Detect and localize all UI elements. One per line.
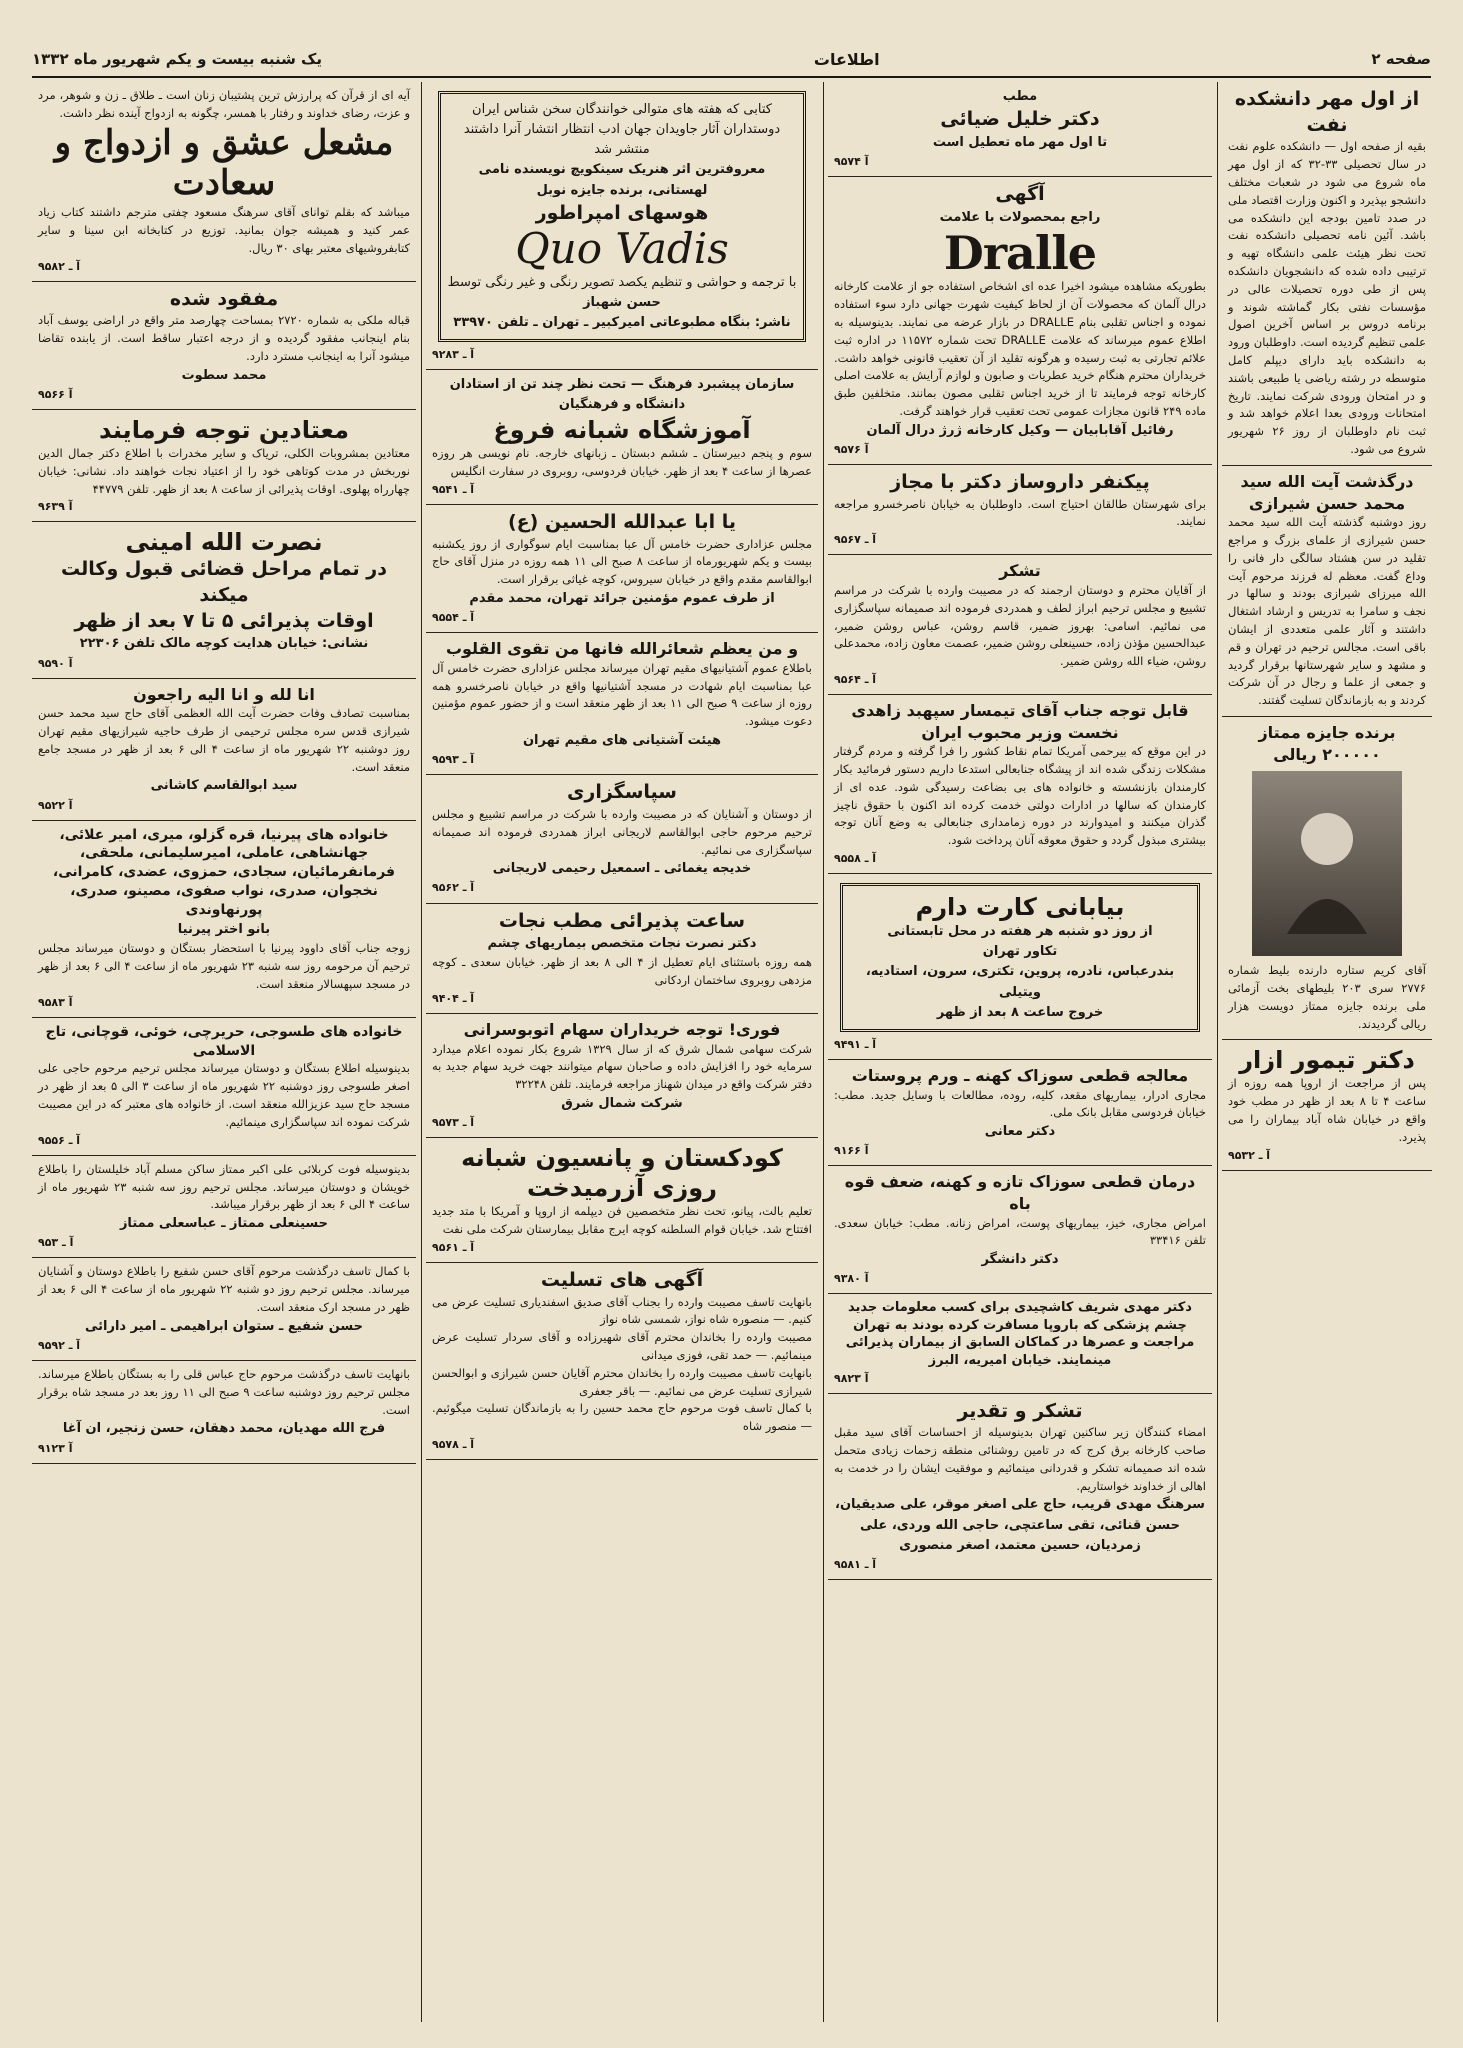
addiction-title: معتادین توجه فرمایند [99, 415, 349, 444]
bus-service-ad [828, 874, 1212, 1060]
bus-shares-sign: شرکت شمال شرق [561, 1096, 683, 1111]
tasuji-title: خانواده های طسوجی، حریرچی، خوئی، قوچانی، تاج الاسلامی [45, 1023, 403, 1059]
nejat-clinic-sub: دکتر نصرت نجات متخصص بیماریهای چشم [487, 936, 757, 952]
nejat-clinic-ad [426, 904, 818, 1014]
oil-school-body: بقیه از صفحه اول — دانشکده علوم نفت در سال تحصیلی ۳۳-۳۲ که از اول مهر ماه شروع می شود در شعبات مختلف دانشجو بپذیرد و اکنون وزارت اقتصاد ملی در صدد تامین بودجه این دانشکده می باشد. آئین نامه تحصیلی دانشکده نفت تحت نظر هیئت علمی دانشگاه تهیه و ترتیبی داده شده که دانشجویان دانشکده پس از طی دوره تحصیلات عالی در مؤسسات نفتی بکار گماشته شوند و برنامه دروس بر اساس آخرین اصول علمی تنظیم گردیده است. داوطلبان ورود به دانشکده باید دارای دیپلم کامل متوسطه در رشته ریاضی یا طبیعی باشند و در امتحان ورودی شرکت نمایند. تاریخ امتحانات ورودی بعدا اعلام خواهد شد و ثبت نام داوطلبان از روز ۲۶ شهریور شروع می شود. [1228, 139, 1426, 457]
gratitude-code: آ ـ ۹۵۶۲ [432, 881, 475, 895]
oil-school-title: از اول مهر دانشکده نفت [1234, 88, 1420, 136]
dralle-notice-title: آگهی [995, 182, 1045, 205]
doctor-teymour-body: پس از مراجعت از اروپا همه روزه از ساعت ۴ تا ۸ بعد از ظهر در مطب خود واقع در خیابان شاه آباد بیماران را می پذیرد. [1228, 1076, 1427, 1144]
condolence-section [426, 1263, 818, 1460]
nejat-clinic-body: همه روزه باستثنای ایام تعطیل از ۴ الی ۸ بعد از ظهر. خیابان سعدی ـ کوچه مزدهی روبروی ساختمان اردکانی [432, 955, 812, 988]
abbasqoli-notice [32, 1361, 416, 1464]
eye-doctor-body: دکتر مهدی شریف کاشچیدی برای کسب معلومات جدید چشم پزشکی که باروپا مسافرت کرده بودند به تهران مراجعت و عصرها در کماکان السابق از بیماران پذیرائی مینمایند. خیابان امیریه، البرز [845, 1300, 1195, 1368]
doctor-maani-sign: دکتر معانی [984, 1124, 1056, 1140]
memorial-kashani-sign: سید ابوالقاسم کاشانی [150, 778, 298, 794]
nejat-clinic-code: آ ـ ۹۴۰۴ [432, 991, 475, 1005]
addiction-code: آ ۹۶۳۹ [38, 500, 73, 514]
doctor-teymour-ad [1222, 1040, 1432, 1170]
doctor-daneshgar-body: امراض مجاری، خیز، بیماریهای پوست، امراض زنانه. مطب: خیابان سعدی. تلفن ۳۳۴۱۶ [834, 1215, 1206, 1248]
lawyer-code: آ ۹۵۹۰ [38, 656, 73, 670]
column-divider [823, 82, 824, 2022]
quo-vadis-ad [426, 82, 818, 370]
ashtiani-body: باطلاع عموم آشتیانیهای مقیم تهران میرساند مجلس عزاداری حضرت خامس آل عبا بمناسبت ایام شهادت در مسجد آشتیانیها واقع در خیابان ناصرخسرو همه روزه از ساعت ۹ صبح الی ۱۱ بعد از ظهر منعقد است و از حضور عموم مؤمنین دعوت میشود. [432, 660, 812, 729]
pirnia-code: آ ۹۵۸۳ [38, 995, 73, 1009]
bus-shares-ad [426, 1014, 818, 1138]
doctor-teymour-code: آ ـ ۹۵۳۲ [1228, 1148, 1271, 1162]
pharmacist-title: پیکنفر داروساز دکتر با مجاز [890, 471, 1150, 494]
bus-service-line1: از روز دو شنبه هر هفته در محل تابستانی [887, 924, 1153, 940]
pirnia-sign: بانو اختر پیرنیا [177, 922, 271, 938]
memorial-kashani-ad [32, 679, 416, 821]
bus-shares-code: آ ـ ۹۵۷۳ [432, 1116, 475, 1130]
memorial-kashani-title: انا لله و انا الیه راجعون [133, 684, 315, 704]
addiction-body: معتادین بمشروبات الکلی، تریاک و سایر مخدرات با اطلاع دکتر جمال الدین نوربخش در مدت کوتاهی خود را از اعتیاد نجات خواهند داد. نشانی: خیابان چهارراه پهلوی. اوقات پذیرائی از ساعت ۸ بعد از ظهر. تلفن ۴۴۷۷۹ [38, 445, 410, 496]
obituary-article [1222, 466, 1432, 717]
ashtiani-mourning-ad [426, 633, 818, 775]
column-left [32, 82, 416, 2022]
lost-deed-ad [32, 282, 416, 410]
quo-vadis-trans: با ترجمه و حواشی و تنظیم یکصد تصویر رنگی و غیر رنگی توسط [447, 274, 797, 290]
paper-name: اطلاعات [813, 49, 880, 69]
clinic-code: آ ۹۵۷۴ [834, 154, 869, 168]
mourning-hussein-title: یا ابا عبدالله الحسین (ع) [507, 510, 737, 533]
doctor-maani-ad [828, 1060, 1212, 1166]
pirnia-families-ad [32, 821, 416, 1018]
clinic-label: مطب [1002, 89, 1038, 104]
ashtiani-sign: هیئت آشتیانی های مقیم تهران [522, 733, 722, 749]
column-center-right [828, 82, 1212, 2022]
mourning-hussein-ad [426, 505, 818, 633]
column-divider [421, 82, 422, 2022]
doctor-daneshgar-title: درمان قطعی سوزاک تازه و کهنه، ضعف قوه باه [844, 1172, 1196, 1213]
night-school-top: سازمان پیشبرد فرهنگ — تحت نظر چند تن از استادان دانشگاه و فرهنگیان [449, 377, 795, 413]
lottery-body: آقای کریم ستاره دارنده بلیط شماره ۲۷۷۶ سری ۲۰۳ بلیطهای بخت آزمائی ملی برنده جایزه ممتاز دویست هزار ریالی گردیدند. [1228, 963, 1426, 1031]
quo-vadis-code: آ ـ ۹۲۸۳ [432, 347, 475, 361]
lost-deed-body: قباله ملکی به شماره ۲۷۲۰ بمساحت چهارصد متر واقع در اراضی یوسف آباد بنام اینجانب مفقود گردیده و از درجه اعتبار ساقط است. از یابنده تقاضا میشود آنرا به اینجانب مسترد دارد. [38, 313, 410, 363]
ashtiani-title: و من یعظم شعائرالله فانها من تقوی القلوب [445, 639, 799, 659]
clinic-doctor-name: دکتر خلیل ضیائی [940, 108, 1100, 131]
night-school-title: آموزشگاه شبانه فروغ [493, 416, 751, 445]
clinic-closed-line: تا اول مهر ماه تعطیل است [932, 134, 1108, 150]
addiction-ad [32, 410, 416, 522]
mumtaz-notice [32, 1156, 416, 1259]
lost-deed-title: مفقود شده [169, 287, 279, 310]
oil-school-article [1222, 82, 1432, 466]
pirnia-families-title: خانواده های پیرنیا، قره گزلو، میری، امیر علائی، جهانشاهی، عاملی، امیرسلیمانی، ملحقی، فرمانفرمائیان، سجادی، حمزوی، عضدی، کامرانی، نخجوان، صدری، نواب صفوی، مصینو، صدری، پورنهاوندی [52, 826, 396, 919]
condolence-item: بانهایت تاسف مصیبت وارده را بخاندان محترم آقایان حسن شیرازی و ابوالحسن شیرازی تسلیت عرض می نمائیم. — باقر جعفری [432, 1365, 812, 1398]
tasuji-body: بدینوسیله اطلاع بستگان و دوستان میرساند مجلس ترحیم مرحوم حاجی علی اصغر طسوجی روز دوشنبه ۲۲ شهریور ماه از ساعت ۳ الی ۵ بعد از ظهر در مسجد حاج سید عزیزالله منعقد است. از خانواده های معتبر که در این مصیبت شرکت نموده اند سپاسگزاری مینمائیم. [38, 1061, 410, 1129]
lost-deed-sign: محمد سطوت [181, 367, 267, 383]
eye-doctor-code: آ ۹۸۲۳ [834, 1371, 869, 1385]
kindergarten-title: کودکستان و پانسیون شبانه روزی آزرمیدخت [461, 1144, 783, 1203]
quo-vadis-translator: حسن شهباز [583, 294, 661, 310]
doctor-maani-title: معالجه قطعی سوزاک کهنه ـ ورم پروستات [851, 1065, 1189, 1085]
thanks-body: از آقایان محترم و دوستان ارجمند که در مصیبت وارده با شرکت در مراسم تشییع و مجلس ترحیم ابراز لطف و همدردی فرموده اند صمیمانه سپاسگزاری می نمائیم. اسامی: بهروز ضمیر، قاسم روشن، عباس روشن ضمیر، عبدالحسین مؤذن زاده، حسینعلی روشن ضمیر، عصمت معاون زاده، محمدعلی روشن، ضیاء الله روشن ضمیر. [834, 582, 1206, 669]
doctor-teymour-title: دکتر تیمور ازار [1239, 1046, 1415, 1075]
kindergarten-ad [426, 1138, 818, 1263]
quo-vadis-title: هوسهای امپراطور [535, 201, 709, 224]
doctor-daneshgar-code: آ ۹۳۸۰ [834, 1272, 869, 1286]
quo-vadis-publisher: ناشر: بنگاه مطبوعاتی امیرکبیر ـ تهران ـ تلفن ۳۳۹۷۰ [453, 314, 791, 330]
gratitude-sign: خدیجه یغمائی ـ اسمعیل رحیمی لاریجانی [492, 861, 752, 877]
ashtiani-code: آ ـ ۹۵۹۳ [432, 753, 475, 767]
book-ad [32, 82, 416, 282]
clinic-closed-ad [828, 82, 1212, 177]
mourning-hussein-code: آ ـ ۹۵۵۴ [432, 611, 475, 625]
page-number: صفحه ۲ [1371, 50, 1431, 68]
obituary-title: درگذشت آیت الله سید محمد حسن شیرازی [1240, 471, 1414, 513]
shafi-code: آ ـ ۹۵۹۲ [38, 1338, 81, 1352]
book-body: میباشد که بقلم توانای آقای سرهنگ مسعود چفتی مترجم داشتند کتاب زیاد عمر کنید و همیشه جوان بمانید. توزیع در کتابخانه ابن سینا و سایر کتابفروشیهای معتبر بهای ۳۰ ریال. [38, 205, 410, 255]
bus-shares-title: فوری! توجه خریداران سهام اتوبوسرانی [463, 1019, 781, 1039]
condolence-code: آ ـ ۹۵۷۸ [432, 1438, 475, 1451]
shafi-notice [32, 1258, 416, 1361]
tasuji-families-ad [32, 1018, 416, 1156]
open-letter-title: قابل توجه جناب آقای تیمسار سپهبد زاهدی نخست وزیر محبوب ایران [851, 701, 1189, 742]
open-letter-code: آ ـ ۹۵۵۸ [834, 852, 877, 866]
lost-deed-code: آ ۹۵۶۶ [38, 387, 73, 401]
condolence-item: مصیبت وارده را بخاندان محترم آقای شهیرزاده و آقای سردار تسلیت عرض مینمائیم. — حمد تقی، فوزی میدانی [432, 1330, 812, 1362]
doctor-daneshgar-sign: دکتر دانشگر [981, 1252, 1059, 1268]
book-title: مشعل عشق و ازدواج و سعادت [54, 122, 394, 204]
dralle-notice-sign: رفائیل آقابابیان — وکیل کارخانه ژرژ درال آلمان [866, 422, 1174, 438]
dralle-logo: Dralle [943, 225, 1097, 280]
doctor-daneshgar-ad [828, 1166, 1212, 1294]
lottery-winner-ad [1222, 717, 1432, 1040]
mourning-hussein-body: مجلس عزاداری حضرت خامس آل عبا بمناسبت ایام سوگواری از روز یکشنبه بیست و یکم شهریورماه از ساعت ۸ صبح الی ۱۱ همه روزه در منزل آقای حاج ابوالقاسم مقدم واقع در خیابان سیروس، کوچه غیاثی برقرار است. [432, 536, 812, 587]
memorial-kashani-code: آ ۹۵۲۲ [38, 798, 73, 812]
lawyer-line3: نشانی: خیابان هدایت کوچه مالک تلفن ۲۲۳۰۶ [79, 636, 369, 652]
gratitude-title: سپاسگزاری [567, 781, 677, 804]
dralle-notice-body: بطوریکه مشاهده میشود اخیرا عده ای اشخاص استفاده جو از علامت کارخانه درال آلمان که محصولات آن از لحاظ کیفیت شهرت جهانی دارد سوء استفاده نموده و اجناس تقلبی بنام DRALLE در بازار عرضه می نمایند. بدینوسیله به اطلاع عموم میرساند که علامت DRALLE تحت شماره ۱۱۵۷۲ در اداره ثبت علائم تجارتی به ثبت رسیده و هرگونه تقلید از آن تعقیب قانونی خواهد داشت. خریداران محترم هنگام خرید عطریات و صابون و لوازم آرایش به علامت اصلی کارخانه توجه فرمایند تا از خرید اجناس تقلبی مصون بمانند. متخلفین طبق ماده ۲۴۹ قانون مجازات عمومی تحت تعقیب قرار خواهند گرفت. [834, 279, 1206, 419]
bus-service-line4: خروج ساعت ۸ بعد از ظهر [936, 1004, 1104, 1020]
date-line: یک شنبه بیست و یکم شهریور ماه ۱۳۳۲ [32, 50, 323, 68]
night-school-ad [426, 370, 818, 505]
shafi-body: با کمال تاسف درگذشت مرحوم آقای حسن شفیع را باطلاع دوستان و آشنایان میرساند. مجلس ترحیم روز دو شنبه ۲۲ شهریور ماه از ساعت ۴ الی ۶ بعد از ظهر در مسجد ارک منعقد است. [38, 1264, 410, 1314]
bus-service-line2: تکاور تهران [982, 944, 1058, 960]
appreciation-ad [828, 1394, 1212, 1580]
quo-vadis-latin: Quo Vadis [515, 224, 729, 274]
bus-shares-body: شرکت سهامی شمال شرق که از سال ۱۳۲۹ شروع بکار نموده اعلام میدارد سرمایه خود را افزایش داده و صاحبان سهام میتوانند جهت خرید سهام جدید به دفتر شرکت واقع در میدان شهناز مراجعه فرمایند. تلفن ۳۲۲۴۸ [432, 1041, 812, 1092]
lawyer-line1: در تمام مراحل قضائی قبول وکالت میکند [61, 558, 387, 607]
appreciation-sign: سرهنگ مهدی قریب، حاج علی اصغر موقر، علی صدیقیان، حسن قنائی، تقی ساعتچی، حاجی الله وردی، علی زمردیان، حسین معتمد، اصغر منصوری [835, 1497, 1205, 1553]
abbasqoli-body: بانهایت تاسف درگذشت مرحوم حاج عباس قلی را به بستگان باطلاع میرساند. مجلس ترحیم روز دوشنبه ساعت ۹ صبح الی ۱۱ روز بعد در مسجد شاه برقرار است. [38, 1367, 410, 1417]
mourning-hussein-sign: از طرف عموم مؤمنین جرائد تهران، محمد مقدم [469, 591, 775, 607]
kindergarten-code: آ ـ ۹۵۶۱ [432, 1240, 475, 1254]
column-divider [1217, 82, 1218, 2022]
shafi-sign: حسن شفیع ـ ستوان ابراهیمی ـ امیر دارائی [84, 1318, 364, 1334]
lottery-title: برنده جایزه ممتاز ۲۰۰۰۰۰ ریالی [1258, 723, 1396, 764]
doctor-maani-body: مجاری ادرار، بیماریهای مقعد، کلیه، روده، مطالعات با وسایل جدید. مطب: خیابان فردوسی مقابل بانک ملی. [834, 1087, 1206, 1120]
mumtaz-body: بدینوسیله فوت کربلائی علی اکبر ممتاز ساکن مسلم آباد خلیلستان را باطلاع خویشان و دوستان میرساند. مجلس ترحیم روز سه شنبه ۲۳ شهریور ماه از ساعت ۴ الی ۶ بعد از ظهر برقرار میباشد. [38, 1161, 410, 1212]
condolence-item: بانهایت تاسف مصیبت وارده را بجناب آقای صدیق اسفندیاری تسلیت عرض می کنیم. — منصوره شاه نواز، شمسی شاه نواز [432, 1294, 812, 1327]
open-letter-body: در این موقع که بیرحمی آمریکا تمام نقاط کشور را فرا گرفته و مردم گرفتار مشکلات زندگی شده اند از پیشگاه جنابعالی استدعا داریم دستور فرمائید بکار کارمندان بازنشسته و خانواده های بی بضاعت رسیدگی شود. عده ای از کارمندان که سالها در ادارات دولتی خدمت کرده اند اکنون با حقوق ناچیز گذران میکنند و امیدوارند در دوره زمامداری جنابعالی به وضع آنان توجه بیشتری مبذول گردد و حقوق معوقه آنان پرداخت شود. [834, 744, 1206, 848]
nejat-clinic-title: ساعت پذیرائی مطب نجات [498, 909, 746, 932]
tasuji-code: آ ـ ۹۵۵۶ [38, 1133, 81, 1147]
portrait-icon [1277, 794, 1377, 934]
dralle-notice-code: آ ۹۵۷۶ [834, 442, 869, 456]
gratitude-body: از دوستان و آشنایان که در مصیبت وارده با شرکت در مراسم تشییع و مجلس ترحیم مرحوم حاجی ابوالقاسم لاریجانی ابراز همدردی فرموده اند صمیمانه سپاسگزاری می نمائیم. [432, 806, 812, 857]
quo-vadis-line: معروفترین اثر هنریک سینکویچ نویسنده نامی لهستانی، برنده جایزه نوبل [478, 162, 766, 198]
abbasqoli-sign: فرج الله مهدیان، محمد دهقان، حسن زنجیر، ان آغا [62, 1421, 386, 1437]
condolence-title: آگهی های تسلیت [540, 1268, 704, 1291]
bus-service-line3: بندرعباس، نادره، پروین، تکتری، سرون، استادیه، ویتیلی [865, 964, 1175, 1000]
appreciation-body: امضاء کنندگان زیر ساکنین تهران بدینوسیله از احساسات آقای سید مقبل صاحب کارخانه برق کرج که در تامین روشنائی منطقه زحمات زیادی متحمل شده اند صمیمانه تشکر و قدردانی مینمائیم و موفقیت ایشان را در خدمت به اهالی از خداوند خواستاریم. [834, 1425, 1206, 1493]
kindergarten-body: تعلیم بالت، پیانو، تحت نظر متخصصین فن دیپلمه از اروپا و آمریکا با متد جدید افتتاح شد. خیابان قوام السلطنه کوچه ایرج مقابل بیمارستان شرکت ملی نفت [432, 1204, 812, 1236]
dralle-notice [828, 177, 1212, 465]
appreciation-code: آ ـ ۹۵۸۱ [834, 1557, 877, 1571]
pharmacist-wanted-ad [828, 465, 1212, 555]
doctor-maani-code: آ ۹۱۶۶ [834, 1144, 869, 1158]
pirnia-body: زوجه جناب آقای داوود پیرنیا با استحضار بستگان و دوستان میرساند مجلس ترحیم آن مرحومه روز سه شنبه ۲۳ شهریور ماه از ساعت ۴ الی ۶ بعد از ظهر در مسجد سپهسالار منعقد است. [38, 941, 410, 991]
masthead [32, 48, 1431, 78]
dralle-notice-subtitle: راجع بمحصولات با علامت [939, 209, 1101, 225]
book-intro: آیه ای از قرآن که پرارزش ترین پشتیبان زنان است ـ طلاق ـ زن و شوهر، مرد و عزت، رضای خداوند و رفتار با همسر، چگونه به ازدواج آینده نظر داشت. [38, 88, 410, 120]
bus-service-code: آ ـ ۹۴۹۱ [834, 1037, 877, 1051]
thanks-code: آ ـ ۹۵۶۴ [834, 673, 877, 686]
mumtaz-code: آ ـ ۹۵۳ [38, 1236, 74, 1250]
eye-doctor-ad [828, 1294, 1212, 1393]
thanks-title: تشکر [999, 561, 1041, 581]
pharmacist-code: آ ـ ۹۵۶۷ [834, 533, 877, 547]
appreciation-title: تشکر و تقدیر [957, 1399, 1083, 1422]
night-school-body: سوم و پنجم دبیرستان ـ ششم دبستان ـ زبانهای خارجه. نام نویسی هر روزه عصرها از ساعت ۴ بعد از ظهر. خیابان فردوسی، روبروی در سفارت انگلیس [432, 446, 812, 479]
column-right [1222, 82, 1432, 2022]
condolence-item: با کمال تاسف فوت مرحوم حاج محمد حسین را به بازماندگان تسلیت میگوئیم. — منصور شاه [432, 1401, 812, 1434]
abbasqoli-code: آ ۹۱۲۳ [38, 1441, 73, 1455]
lawyer-line2: اوقات پذیرائی ۵ تا ۷ بعد از ظهر [74, 609, 374, 632]
quo-vadis-intro: کتابی که هفته های متوالی خوانندگان سخن شناس ایران دوستداران آثار جاویدان جهان ادب انتظار انتشار آنرا داشتند منتشر شد [463, 102, 781, 158]
pharmacist-body: برای شهرستان طالقان احتیاج است. داوطلبان به خیابان ناصرخسرو مراجعه نمایند. [834, 496, 1206, 529]
column-center-left [426, 82, 818, 2022]
lawyer-name: نصرت الله امینی [125, 528, 323, 557]
bus-service-title: بیابانی کارت دارم [915, 893, 1125, 922]
mumtaz-sign: حسینعلی ممتاز ـ عباسعلی ممتاز [119, 1216, 329, 1232]
winner-photo [1252, 771, 1402, 956]
book-code: آ ـ ۹۵۸۲ [38, 259, 81, 273]
night-school-code: آ ـ ۹۵۴۱ [432, 482, 475, 496]
thanks-ad [828, 555, 1212, 695]
lawyer-ad [32, 522, 416, 678]
gratitude-ad [426, 775, 818, 903]
open-letter-ad [828, 695, 1212, 874]
obituary-body: روز دوشنبه گذشته آیت الله سید محمد حسن شیرازی از علمای بزرگ و مراجع تقلید در سن هشتاد سالگی دار فانی را وداع گفت. معظم له فرزند مرحوم آیت الله میرزای شیرازی بودند و سالها در نجف و سامرا به تدریس و ارشاد اشتغال داشتند و آثار علمی متعددی از ایشان باقی است. مجالس ترحیم در تهران و قم و مشهد و سایر شهرستانها برقرار گردید و جمعی از علما و رجال در آن شرکت کردند و به بازماندگان تسلیت گفتند. [1228, 515, 1426, 708]
memorial-kashani-body: بمناسبت تصادف وفات حضرت آیت الله العظمی آقای حاج سید محمد حسن شیرازی قدس سره مجلس ترحیمی از طرف حاجیه شیرازیهای مقیم تهران روز دوشنبه ۲۲ شهریور ماه از ساعت ۴ الی ۶ بعد از ظهر در مسجد جامع منعقد است. [38, 706, 410, 774]
